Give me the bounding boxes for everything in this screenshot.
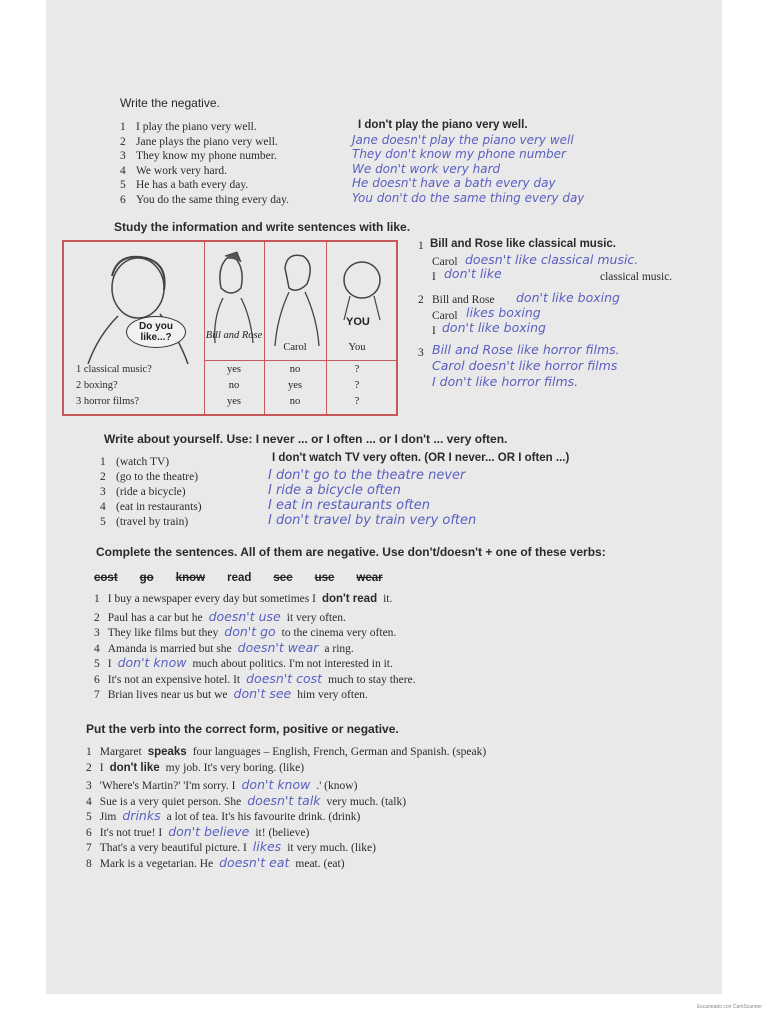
s1-item-prompt: He has a bath every day. — [136, 179, 249, 191]
s4-item-pre: Paul has a car but he — [107, 611, 203, 624]
s4-item-number: 5 — [94, 658, 100, 670]
s5-sentence — [86, 808, 360, 823]
s5-item-pre: 'Where's Martin?' 'I'm sorry. I — [99, 780, 236, 792]
s5-item-pre: Sue is a very quiet person. She — [99, 795, 242, 808]
s1-item-number: 2 — [120, 135, 126, 148]
s5-item-number: 1 — [86, 746, 92, 758]
answer3-line3: I don't like horror films. — [432, 374, 579, 389]
verb-word: use — [314, 572, 335, 584]
table-row-label: 3 horror films? — [76, 396, 139, 407]
s5-item-post: very much. (talk) — [326, 795, 407, 808]
s4-item-answer: doesn't cost — [246, 670, 323, 686]
s5-item-pre: It's not true! I — [99, 826, 163, 839]
s1-item-prompt: We work very hard. — [136, 164, 228, 177]
verb-list — [94, 568, 405, 586]
answer1-example: Bill and Rose like classical music. — [430, 238, 617, 250]
s4-item-answer: don't know — [117, 655, 187, 670]
s4-item-post: it very often. — [286, 611, 346, 624]
s3-item-answer: I eat in restaurants often — [268, 498, 430, 513]
s4-item-number: 7 — [94, 689, 100, 701]
s5-sentence — [86, 824, 309, 839]
col-header-you: You — [348, 342, 366, 353]
s5-item-number: 4 — [86, 795, 92, 808]
s4-sentence — [94, 671, 416, 686]
s1-item-prompt: I play the piano very well. — [136, 121, 257, 133]
s5-sentence — [86, 762, 304, 774]
table-row-label: 2 boxing? — [76, 380, 118, 391]
s5-item-number: 6 — [86, 826, 92, 839]
table-cell: ? — [354, 380, 360, 391]
answer2-bill: Bill and Rose — [432, 294, 495, 306]
section2-heading: Study the information and write sentences with like. — [114, 220, 411, 234]
s5-item-pre: Jim — [99, 811, 117, 823]
answer1-i: I — [432, 271, 436, 283]
like-table — [62, 240, 398, 416]
s5-item-pre: That's a very beautiful picture. I — [99, 842, 247, 854]
s5-item-pre: Mark is a vegetarian. He — [99, 857, 214, 870]
s1-item-answer: We don't work very hard — [352, 161, 501, 176]
s5-item-number: 8 — [86, 857, 92, 870]
s5-item-answer: don't believe — [168, 823, 250, 839]
s4-item-post: much to stay there. — [328, 673, 416, 686]
s4-item-answer: doesn't wear — [237, 639, 319, 655]
s4-sentence — [94, 655, 393, 670]
answer3-number: 3 — [418, 347, 424, 359]
table-cell: no — [289, 396, 301, 407]
s4-item-pre: I buy a newspaper every day but sometimes I — [107, 593, 316, 605]
scanner-footer: Escaneado con CamScanner — [696, 1004, 762, 1010]
answer1-i-hw: don't like — [444, 266, 502, 281]
s4-sentence — [94, 640, 354, 655]
s4-item-post: to the cinema very often. — [281, 627, 397, 639]
s3-item-prompt: (go to the theatre) — [116, 471, 199, 483]
col-header-bill-rose: Bill and Rose — [205, 330, 263, 341]
you-label: YOU — [346, 316, 370, 328]
s4-item-answer: don't go — [224, 624, 276, 639]
s5-item-post: meat. (eat) — [295, 857, 345, 870]
answer3-line1: Bill and Rose like horror films. — [432, 342, 620, 357]
verb-word: go — [139, 572, 154, 584]
s3-item-answer: I don't go to the theatre never — [268, 468, 466, 483]
s1-item-answer: They don't know my phone number — [352, 147, 566, 161]
s4-item-number: 1 — [94, 593, 100, 605]
s4-sentence — [94, 686, 368, 701]
s1-item-number: 1 — [120, 121, 126, 133]
s4-item-pre: Brian lives near us but we — [107, 689, 228, 701]
verb-word: wear — [356, 572, 383, 584]
s5-item-number: 5 — [86, 811, 92, 823]
table-cell: yes — [288, 380, 302, 391]
woman-illustration — [68, 246, 208, 364]
s4-item-answer: don't read — [321, 593, 378, 605]
s5-item-post: .' (know) — [316, 780, 358, 792]
section3-heading: Write about yourself. Use: I never ... or I often ... or I don't ... very often. — [104, 432, 508, 446]
s4-item-number: 6 — [94, 673, 100, 686]
s5-item-answer: drinks — [122, 808, 161, 823]
s1-item-number: 6 — [120, 193, 126, 206]
s5-item-answer: don't know — [241, 777, 311, 792]
s3-item-prompt: (watch TV) — [116, 456, 170, 468]
verb-word: cost — [94, 572, 118, 584]
section1-heading: Write the negative. — [120, 96, 220, 110]
s3-item-number: 1 — [100, 456, 106, 468]
s4-item-post: a ring. — [324, 642, 354, 655]
answer2-carol: Carol — [432, 310, 458, 322]
s3-item-answer: I ride a bicycle often — [268, 483, 401, 498]
answer1-number: 1 — [418, 240, 424, 252]
table-cell: no — [228, 380, 240, 391]
col-header-carol: Carol — [283, 342, 307, 353]
s1-item-prompt: Jane plays the piano very well. — [136, 135, 278, 148]
s5-item-number: 3 — [86, 780, 92, 792]
s3-item-number: 3 — [100, 486, 106, 498]
table-row-label: 1 classical music? — [76, 364, 152, 375]
s3-item-prompt: (eat in restaurants) — [116, 501, 202, 513]
s5-item-answer: doesn't talk — [247, 792, 321, 808]
s4-item-post: much about politics. I'm not interested in it. — [192, 658, 393, 670]
s3-item-prompt: (ride a bicycle) — [116, 486, 186, 498]
s5-item-post: my job. It's very boring. (like) — [165, 761, 305, 774]
s1-item-answer: You don't do the same thing every day — [352, 190, 585, 205]
answer2-bill-hw: don't like boxing — [516, 290, 620, 305]
s5-item-post: it very much. (like) — [287, 842, 376, 854]
s5-item-answer: doesn't eat — [219, 854, 290, 870]
s5-item-pre: I — [99, 761, 104, 774]
s4-item-pre: It's not an expensive hotel. It — [107, 673, 241, 686]
carol-illustration — [267, 248, 325, 348]
s4-item-answer: don't see — [233, 686, 292, 701]
s5-item-post: it! (believe) — [255, 826, 310, 839]
answer2-number: 2 — [418, 294, 424, 306]
s4-item-pre: They like films but they — [107, 627, 219, 639]
answer2-i: I — [432, 325, 436, 337]
s4-sentence — [94, 593, 392, 605]
s4-item-answer: doesn't use — [208, 608, 281, 624]
s1-item-prompt: You do the same thing every day. — [136, 193, 289, 206]
s3-item-number: 4 — [100, 501, 106, 513]
s4-item-pre: I — [107, 658, 112, 670]
s5-item-number: 2 — [86, 761, 92, 774]
answer1-carol: Carol — [432, 256, 458, 268]
s5-item-answer: likes — [252, 839, 282, 854]
s1-item-prompt: They know my phone number. — [136, 150, 277, 162]
s1-item-answer: He doesn't have a bath every day — [352, 176, 556, 190]
answer3-line2: Carol doesn't like horror films — [432, 358, 618, 373]
speech-bubble-text: Do you like...? — [139, 321, 173, 343]
s5-item-answer: speaks — [147, 746, 187, 758]
table-cell: ? — [354, 396, 360, 407]
s5-sentence — [86, 839, 376, 854]
s4-sentence — [94, 624, 396, 639]
verb-word: see — [273, 572, 293, 584]
answer2-carol-hw: likes boxing — [466, 305, 541, 320]
s5-sentence — [86, 855, 345, 870]
s5-item-pre: Margaret — [99, 746, 142, 758]
s3-item-prompt: (travel by train) — [116, 516, 189, 528]
s3-item-number: 5 — [100, 516, 106, 528]
section4-heading: Complete the sentences. All of them are negative. Use don't/doesn't + one of these verbs: — [96, 545, 606, 559]
table-cell: no — [289, 364, 301, 375]
table-cell: yes — [227, 396, 241, 407]
s1-item-number: 4 — [120, 164, 126, 177]
s1-item-answer: Jane doesn't play the piano very well — [352, 132, 574, 147]
s5-item-answer: don't like — [109, 761, 160, 774]
table-cell: ? — [354, 364, 360, 375]
s4-sentence — [94, 609, 346, 624]
s4-item-number: 3 — [94, 627, 100, 639]
s4-item-number: 4 — [94, 642, 100, 655]
s5-item-number: 7 — [86, 842, 92, 854]
s4-item-post: it. — [383, 593, 393, 605]
section5-heading: Put the verb into the correct form, positive or negative. — [86, 722, 399, 736]
s4-item-number: 2 — [94, 611, 100, 624]
s5-sentence — [86, 746, 486, 758]
s5-sentence — [86, 777, 357, 792]
s3-item-answer: I don't travel by train very often — [268, 513, 477, 528]
verb-word: read — [227, 572, 252, 584]
s5-item-post: a lot of tea. It's his favourite drink. (drink) — [166, 811, 361, 823]
s4-item-pre: Amanda is married but she — [107, 642, 232, 655]
s5-sentence — [86, 793, 406, 808]
section1-example: I don't play the piano very well. — [358, 119, 528, 131]
speech-bubble — [126, 316, 186, 348]
answer2-i-hw: don't like boxing — [442, 320, 546, 335]
s4-item-post: him very often. — [297, 689, 368, 701]
answer1-carol-hw: doesn't like classical music. — [465, 252, 639, 267]
answer1-tail: classical music. — [600, 271, 673, 283]
table-cell: yes — [227, 364, 241, 375]
section3-example: I don't watch TV very often. (OR I never... OR I often ...) — [272, 452, 570, 464]
s1-item-number: 3 — [120, 150, 126, 162]
s5-item-post: four languages – English, French, German and Spanish. (speak) — [192, 746, 487, 758]
s1-item-number: 5 — [120, 179, 126, 191]
verb-word: know — [175, 572, 206, 584]
s3-item-number: 2 — [100, 471, 106, 483]
